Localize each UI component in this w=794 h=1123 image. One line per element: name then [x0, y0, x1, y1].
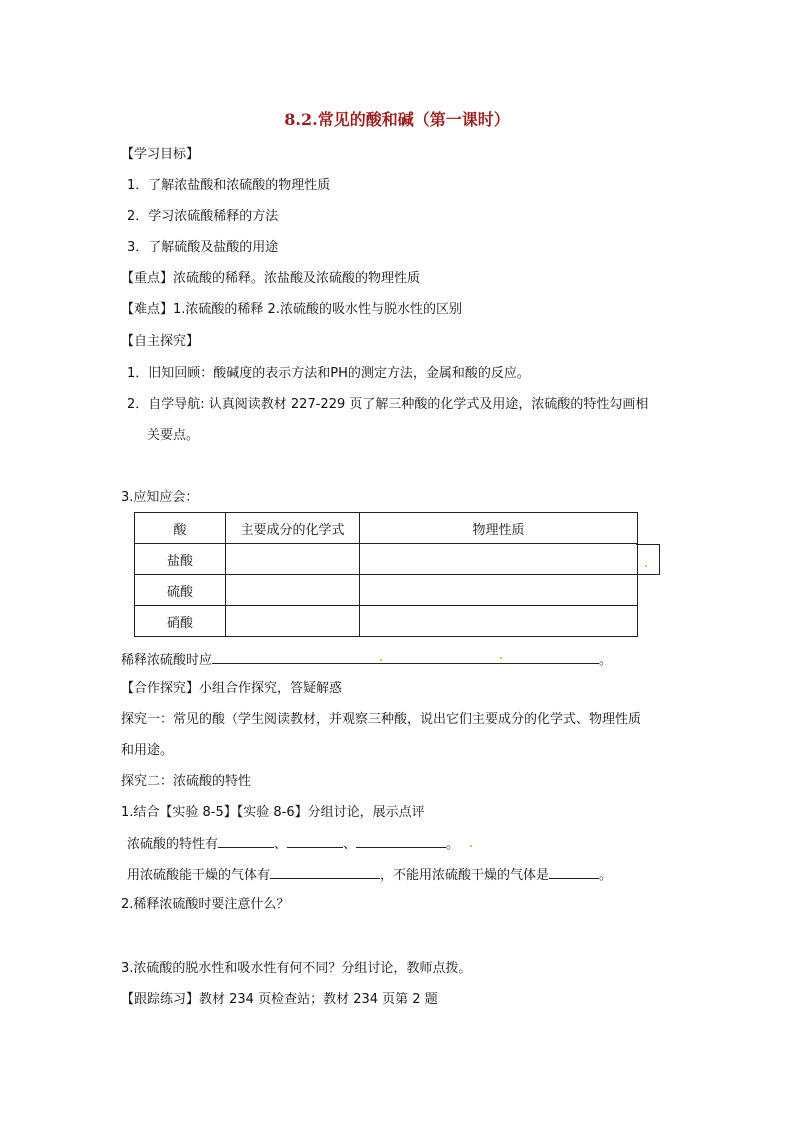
table-cell-formula-blank[interactable]	[226, 575, 360, 606]
dilute-line	[121, 650, 612, 670]
dilute-suffix: 。	[599, 653, 613, 668]
properties-line	[127, 834, 459, 854]
property-blank-2[interactable]	[287, 834, 343, 848]
difficulties: 【难点】1.浓硫酸的稀释 2.浓硫酸的吸水性与脱水性的区别	[121, 302, 462, 317]
key-points: 【重点】浓硫酸的稀释。浓盐酸及浓硫酸的物理性质	[121, 271, 421, 286]
properties-sep-2: 、	[343, 837, 357, 852]
table-cell-formula-blank[interactable]	[226, 606, 360, 637]
self-study-item-1: 1．旧知回顾：酸碱度的表示方法和PH的测定方法，金属和酸的反应。	[127, 366, 530, 381]
self-study-item-3: 3.应知应会：	[121, 490, 199, 505]
acid-table	[134, 512, 638, 637]
table-cell-properties-blank[interactable]	[360, 575, 638, 606]
self-study-item-2-line-2: 关要点。	[147, 428, 200, 443]
explore-1-line-1: 探究一：常见的酸（学生阅读教材，并观察三种酸，说出它们主要成分的化学式、物理性质	[121, 712, 642, 727]
properties-prefix: 浓硫酸的特性有	[127, 837, 219, 852]
table-cell-formula-blank[interactable]	[226, 544, 360, 575]
practice-line: 【跟踪练习】教材 234 页检查站；教材 234 页第 2 题	[121, 992, 438, 1007]
properties-end: 。	[446, 837, 460, 852]
table-row	[135, 544, 638, 575]
goal-item: 3．了解硫酸及盐酸的用途	[127, 240, 279, 255]
drying-prefix: 用浓硫酸能干燥的气体有	[127, 868, 271, 883]
dilute-blank[interactable]	[212, 650, 599, 664]
speck-mark	[645, 565, 647, 567]
drying-mid: ，不能用浓硫酸干燥的气体是	[380, 868, 550, 883]
explore-2: 探究二：浓硫酸的特性	[121, 774, 252, 789]
goals-heading: 【学习目标】	[121, 147, 200, 162]
table-row	[135, 575, 638, 606]
question-3: 3.浓硫酸的脱水性和吸水性有何不同？分组讨论，教师点拨。	[121, 961, 472, 976]
table-header-acid: 酸	[135, 513, 226, 544]
explore-1-line-2: 和用途。	[121, 743, 174, 758]
table-cell-acid: 盐酸	[135, 544, 226, 575]
property-blank-1[interactable]	[218, 834, 274, 848]
table-row	[135, 606, 638, 637]
dilute-prefix: 稀释浓硫酸时应	[121, 653, 213, 668]
drying-blank-can[interactable]	[270, 865, 380, 879]
goal-item: 2．学习浓硫酸稀释的方法	[127, 209, 279, 224]
drying-end: 。	[599, 868, 613, 883]
table-cell-properties-blank[interactable]	[360, 544, 638, 575]
cooperate-heading: 【合作探究】小组合作探究，答疑解惑	[121, 681, 343, 696]
page-title: 8.2.常见的酸和碱（第一课时）	[284, 110, 510, 129]
table-cell-acid: 硫酸	[135, 575, 226, 606]
table-header-properties: 物理性质	[360, 513, 638, 544]
speck-mark	[500, 657, 502, 659]
self-study-item-2-line-1: 2．自学导航: 认真阅读教材 227-229 页了解三种酸的化学式及用途，浓硫酸的特性勾画相	[127, 397, 649, 412]
self-study-heading: 【自主探究】	[121, 334, 200, 349]
drying-blank-cannot[interactable]	[549, 865, 599, 879]
drying-line	[127, 865, 612, 885]
table-header-row	[135, 513, 638, 544]
speck-mark	[380, 659, 382, 661]
table-cell-acid: 硝酸	[135, 606, 226, 637]
goal-item: 1．了解浓盐酸和浓硫酸的物理性质	[127, 178, 331, 193]
question-2: 2.稀释浓硫酸时要注意什么？	[121, 897, 290, 912]
question-1: 1.结合【实验 8-5】【实验 8-6】分组讨论，展示点评	[121, 805, 425, 820]
table-stray-cell	[636, 544, 660, 575]
table-cell-properties-blank[interactable]	[360, 606, 638, 637]
speck-mark	[470, 845, 472, 847]
table-header-formula: 主要成分的化学式	[226, 513, 360, 544]
properties-sep-1: 、	[274, 837, 288, 852]
property-blank-3[interactable]	[356, 834, 446, 848]
